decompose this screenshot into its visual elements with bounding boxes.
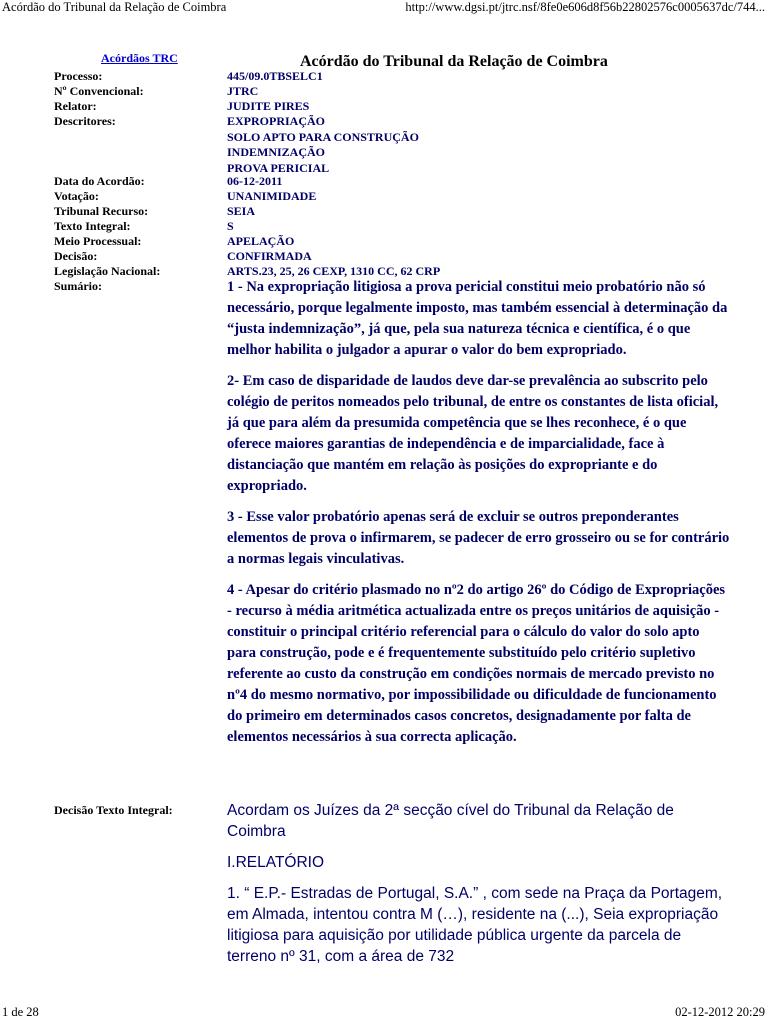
decisao-paragraph: Acordam os Juízes da 2ª secção cível do Tribunal da Relação de Coimbra [227, 802, 674, 840]
decisao-label: Decisão: [54, 249, 98, 263]
descritores-list [227, 114, 419, 176]
back-link-acordaos-trc[interactable]: Acórdãos TRC [101, 51, 178, 65]
descritor-item: PROVA PERICIAL [227, 160, 330, 175]
data-label: Data do Acordão: [54, 174, 145, 188]
sumario-text [227, 277, 732, 758]
votacao-value: UNANIMIDADE [227, 189, 317, 203]
decisao-texto-label: Decisão Texto Integral: [54, 803, 173, 817]
relator-value: JUDITE PIRES [227, 99, 310, 113]
meta-row-relator [0, 99, 768, 114]
relator-label: Relator: [54, 99, 97, 113]
meta-row-meio [0, 234, 768, 249]
processo-label: Processo: [54, 69, 103, 83]
decisao-value: CONFIRMADA [227, 249, 312, 263]
print-footer-page: 1 de 28 [2, 1005, 39, 1019]
meta-row-tribunal [0, 204, 768, 219]
meta-row-descritores [0, 114, 768, 175]
descritor-item: SOLO APTO PARA CONSTRUÇÃO [227, 129, 419, 144]
meio-label: Meio Processual: [54, 234, 142, 248]
texto-integral-value: S [227, 219, 234, 233]
convencional-label: Nº Convencional: [54, 84, 144, 98]
meio-value: APELAÇÃO [227, 234, 295, 248]
meta-row-texto-integral [0, 219, 768, 234]
processo-value: 445/09.0TBSELC1 [227, 69, 323, 83]
print-footer-datetime: 02-12-2012 20:29 [675, 1005, 765, 1019]
meta-row-processo [0, 69, 768, 84]
document-title: Acórdão do Tribunal da Relação de Coimbra [300, 53, 608, 70]
meta-row-decisao [0, 249, 768, 264]
descritor-item: INDEMNIZAÇÃO [227, 145, 326, 159]
tribunal-label: Tribunal Recurso: [54, 204, 149, 218]
descritores-label: Descritores: [54, 114, 116, 128]
sumario-paragraph: 3 - Esse valor probatório apenas será de excluir se outros preponderantes elementos de prova o infirmarem, se padecer de erro grosseiro ou se for contrário a normas legais vinculativas. [227, 509, 730, 567]
print-header-url: http://www.dgsi.pt/jtrc.nsf/8fe0e606d8f56b22802576c0005637dc/744... [405, 0, 765, 14]
sumario-paragraph: 2- Em caso de disparidade de laudos deve dar-se prevalência ao subscrito pelo colégio de peritos nomeados pelo tribunal, de entre os constantes de lista oficial, já que para além da presumida competência que se lhes reconhece, é o que oferece maiores garantias de independência e de imparcialidade, face à distanciação que mantém em relação às posições do expropriante e do expropriado. [227, 373, 719, 494]
legislacao-label: Legislação Nacional: [54, 264, 161, 278]
convencional-value: JTRC [227, 84, 259, 98]
meta-row-data [0, 174, 768, 189]
meta-row-convencional [0, 84, 768, 99]
sumario-paragraph: 4 - Apesar do critério plasmado no nº2 do artigo 26º do Código de Expropriações - recurso à média aritmética actualizada entre os preços unitários de aquisição - constituir o principal critério referencial para o cálculo do valor do solo apto para construção, pode e é frequentemente substituído pelo critério supletivo referente ao custo da construção em condições normais de mercado previsto no nº4 do mesmo normativo, por impossibilidade ou dificuldade de funcionamento do primeiro em determinados casos concretos, designadamente por falta de elementos necessários à sua correcta aplicação. [227, 582, 726, 745]
meta-row-votacao [0, 189, 768, 204]
sumario-label: Sumário: [54, 279, 102, 293]
sumario-paragraph: 1 - Na expropriação litigiosa a prova pericial constitui meio probatório não só necessário, porque legalmente imposto, mas também essencial à determinação da “justa indemnização”, já que, pela sua natureza técnica e científica, é o que melhor habilita o julgador a apurar o valor do bem expropriado. [227, 279, 728, 358]
texto-integral-label: Texto Integral: [54, 219, 131, 233]
descritor-item: EXPROPRIAÇÃO [227, 114, 325, 128]
print-header-title: Acórdão do Tribunal da Relação de Coimbra [2, 0, 227, 14]
decisao-paragraph: 1. “ E.P.- Estradas de Portugal, S.A.” , com sede na Praça da Portagem, em Almada, intentou contra M (…), residente na (...), Seia expropriação litigiosa para aquisição por utilidade pública urgente da parcela de terreno nº 31, com a área de 732 [227, 885, 723, 965]
tribunal-value: SEIA [227, 204, 256, 218]
decisao-heading-relatorio: I.RELATÓRIO [227, 854, 325, 871]
data-value: 06-12-2011 [227, 174, 283, 188]
votacao-label: Votação: [54, 189, 99, 203]
decisao-texto-integral [227, 800, 727, 977]
legislacao-value: ARTS.23, 25, 26 CEXP, 1310 CC, 62 CRP [227, 264, 441, 278]
